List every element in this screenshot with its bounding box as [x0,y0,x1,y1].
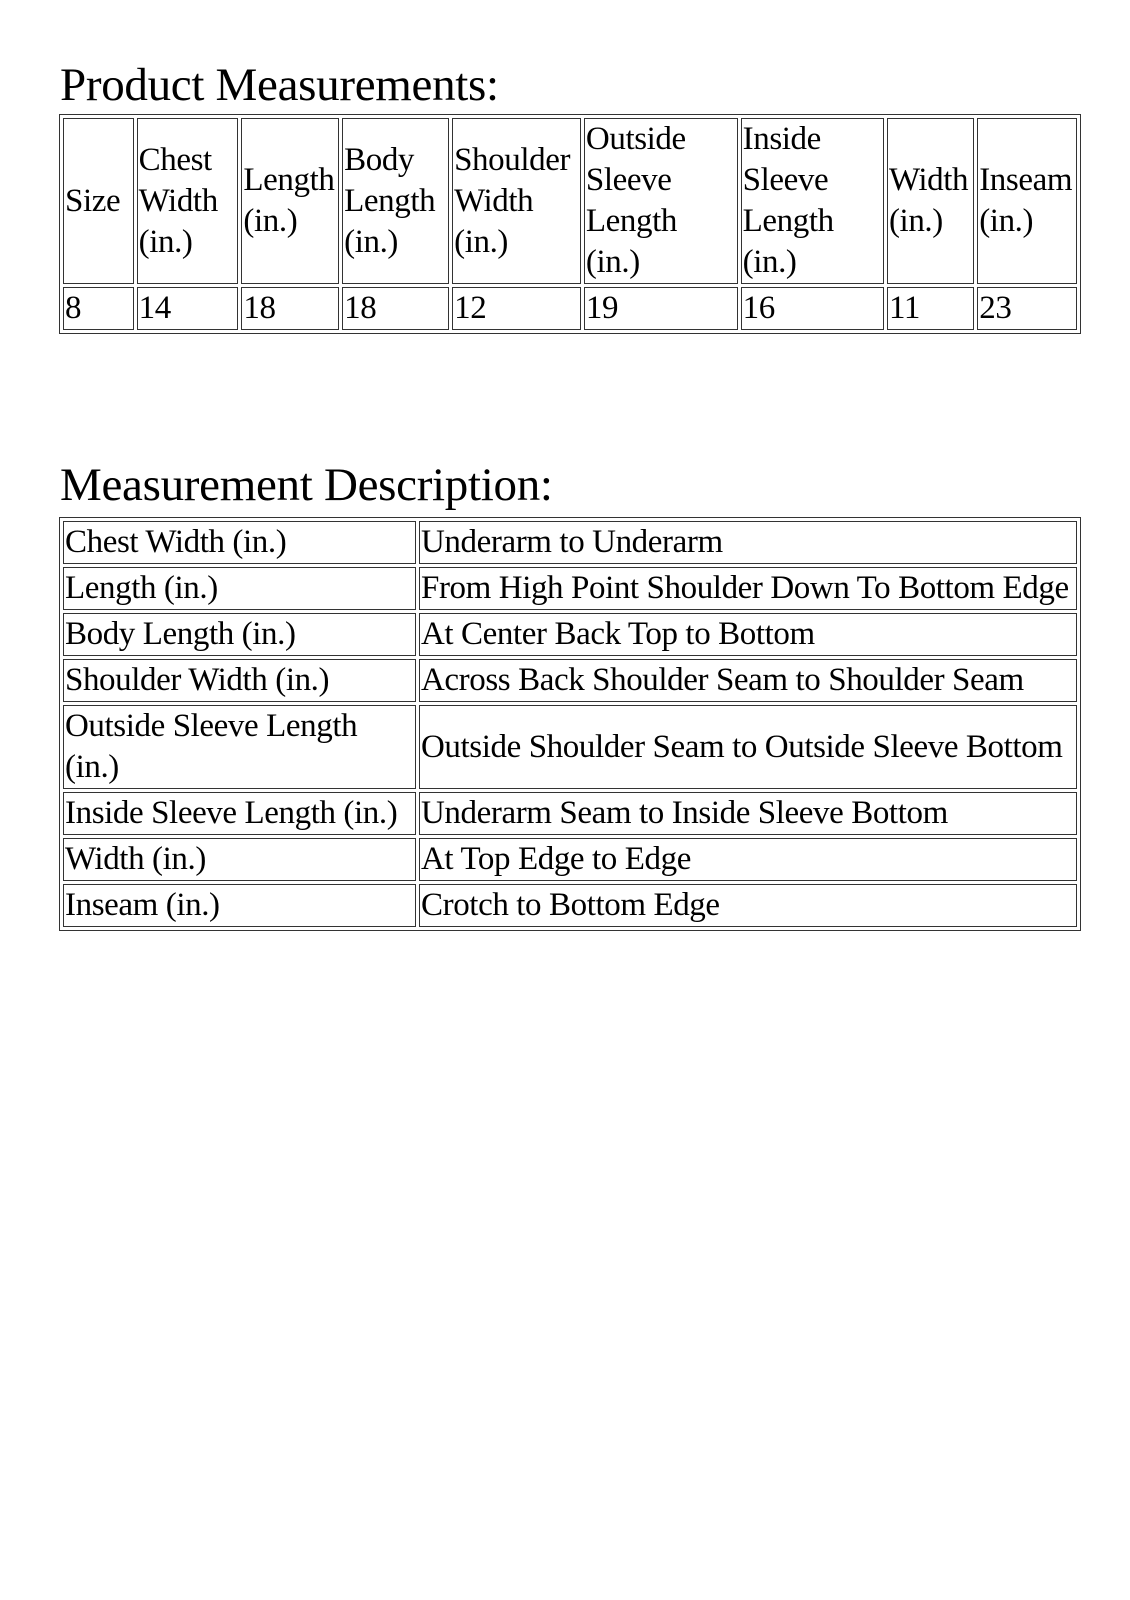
description-row [63,838,1077,881]
description-label: Body Length (in.) [63,613,416,656]
description-label: Length (in.) [63,567,416,610]
header-cell-length: Length (in.) [241,118,339,284]
description-text: Crotch to Bottom Edge [419,884,1077,927]
description-text: Underarm Seam to Inside Sleeve Bottom [419,792,1077,835]
header-cell-size: Size [63,118,134,284]
description-row [63,792,1077,835]
value-cell-size: 8 [63,287,134,330]
description-text: Underarm to Underarm [419,521,1077,564]
description-label: Chest Width (in.) [63,521,416,564]
description-row [63,567,1077,610]
description-row [63,613,1077,656]
description-text: At Top Edge to Edge [419,838,1077,881]
description-label: Width (in.) [63,838,416,881]
description-text: From High Point Shoulder Down To Bottom Edge [419,567,1077,610]
value-cell-body-length: 18 [342,287,449,330]
description-row [63,659,1077,702]
header-cell-inside-sleeve-length: Inside Sleeve Length (in.) [741,118,884,284]
value-cell-length: 18 [241,287,339,330]
header-cell-body-length: Body Length (in.) [342,118,449,284]
value-cell-width: 11 [887,287,974,330]
measurements-header-row [63,118,1077,284]
measurement-description-title: Measurement Description: [60,459,553,511]
description-text: Across Back Shoulder Seam to Shoulder Seam [419,659,1077,702]
value-cell-chest-width: 14 [137,287,239,330]
description-label: Inside Sleeve Length (in.) [63,792,416,835]
measurement-description-table [59,517,1081,931]
product-measurements-table [59,114,1081,334]
header-cell-inseam: Inseam (in.) [977,118,1077,284]
header-cell-shoulder-width: Shoulder Width (in.) [452,118,581,284]
description-text: At Center Back Top to Bottom [419,613,1077,656]
value-cell-shoulder-width: 12 [452,287,581,330]
value-cell-outside-sleeve-length: 19 [584,287,738,330]
description-text: Outside Shoulder Seam to Outside Sleeve Bottom [419,705,1077,789]
product-measurements-title: Product Measurements: [60,59,499,111]
description-label: Inseam (in.) [63,884,416,927]
value-cell-inside-sleeve-length: 16 [741,287,884,330]
header-cell-chest-width: Chest Width (in.) [137,118,239,284]
description-row [63,705,1077,789]
description-row [63,884,1077,927]
header-cell-outside-sleeve-length: Outside Sleeve Length (in.) [584,118,738,284]
header-cell-width: Width (in.) [887,118,974,284]
description-row [63,521,1077,564]
description-label: Shoulder Width (in.) [63,659,416,702]
description-label: Outside Sleeve Length (in.) [63,705,416,789]
value-cell-inseam: 23 [977,287,1077,330]
measurements-value-row [63,287,1077,330]
